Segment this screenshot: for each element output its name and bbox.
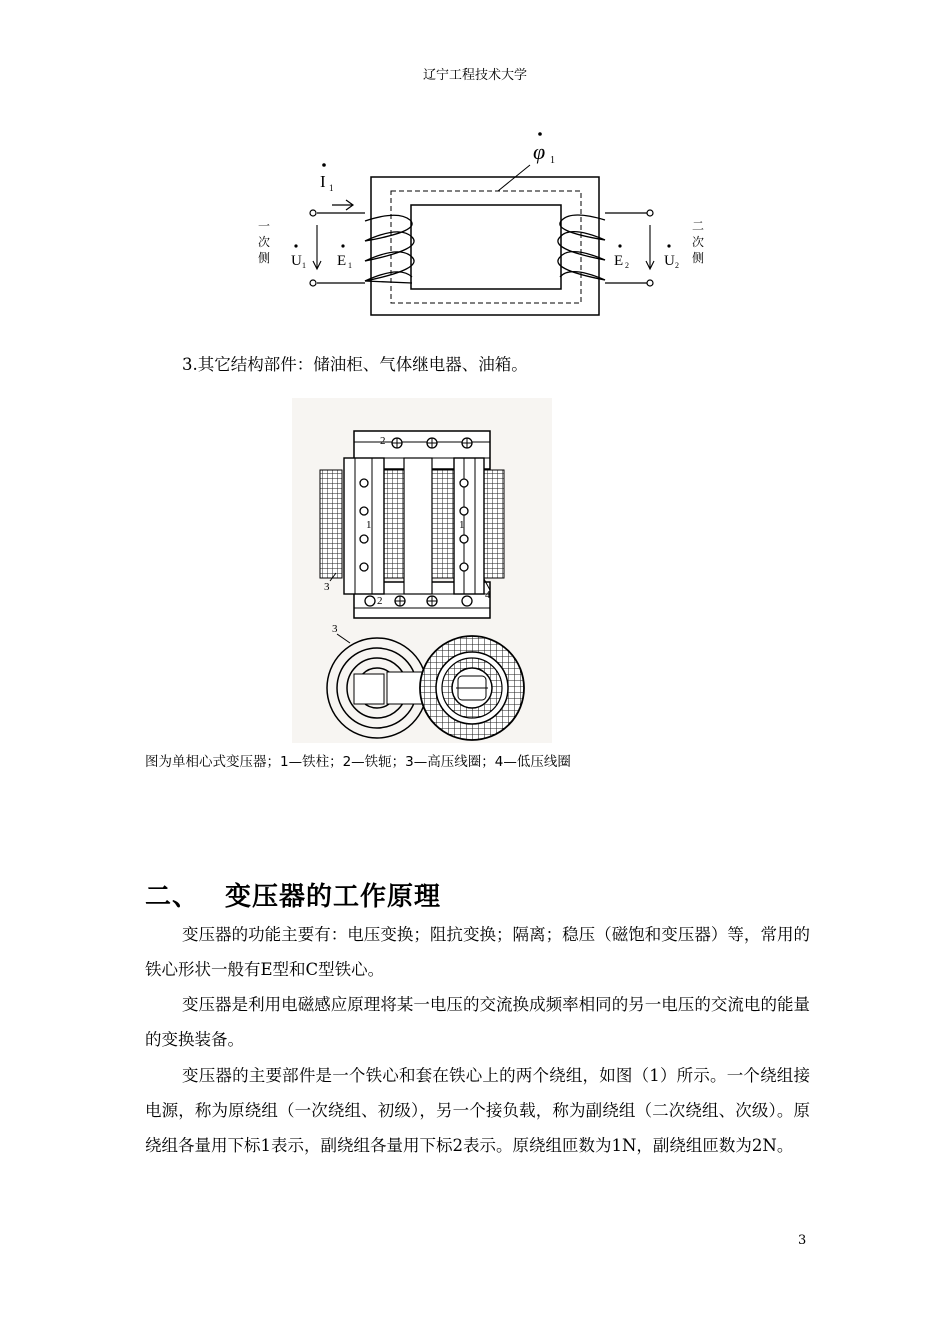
paragraph-3: 变压器的主要部件是一个铁心和套在铁心上的两个绕组，如图（1）所示。一个绕组接电源，称为原绕组（一次绕组、初级），另一个接负载，称为副绕组（二次绕组、次级）。原绕组各量用下标1表示，副绕组各量用下标2表示。原绕组匝数为1N，副绕组匝数为2N。 — [145, 1066, 810, 1155]
flux-symbol: φ — [533, 139, 546, 164]
primary-terminals — [310, 210, 365, 286]
transformer-schematic-figure — [240, 125, 720, 325]
core-window — [411, 205, 561, 289]
svg-text:1: 1 — [329, 183, 334, 193]
e2-label: E — [614, 253, 624, 269]
label-yoke-top: 2 — [380, 435, 386, 447]
label-core-right: 1 — [459, 519, 465, 531]
primary-side-label-1: 一 — [258, 219, 271, 233]
page-header: 辽宁工程技术大学 — [422, 68, 527, 83]
left-core-section — [354, 674, 384, 704]
secondary-side-label-2: 次 — [692, 235, 705, 249]
paragraph-1: 变压器的功能主要有：电压变换；阻抗变换；隔离；稳压（磁饱和变压器）等，常用的铁心形状一般有E型和C型铁心。 — [145, 925, 810, 979]
section-heading — [145, 876, 441, 913]
item-3-text: 3.其它结构部件：储油柜、气体继电器、油箱。 — [182, 355, 528, 374]
figure-caption: 图为单相心式变压器；1—铁柱；2—铁轭；3—高压线圈；4—低压线圈 — [145, 754, 571, 770]
center-window-plate — [404, 458, 432, 594]
svg-text:1: 1 — [348, 261, 352, 270]
svg-text:1: 1 — [302, 261, 306, 270]
right-inner-coil — [432, 470, 454, 578]
core-outer-frame — [371, 177, 599, 315]
primary-winding — [365, 215, 414, 283]
secondary-winding — [558, 215, 605, 280]
core-type-transformer-figure — [292, 398, 552, 743]
section-number: 二、 — [145, 882, 200, 912]
secondary-side-label-3: 侧 — [692, 251, 705, 265]
u2-label: U — [664, 253, 675, 269]
label-hv-section: 3 — [332, 623, 338, 635]
label-core-left: 1 — [366, 519, 372, 531]
page-number: 3 — [798, 1233, 807, 1248]
u1-label: U — [291, 253, 302, 269]
svg-text:2: 2 — [625, 261, 629, 270]
e1-label: E — [337, 253, 347, 269]
paragraph-2: 变压器是利用电磁感应原理将某一电压的交流换成频率相同的另一电压的交流电的能量的变换装备。 — [145, 995, 810, 1049]
secondary-terminals — [605, 210, 653, 286]
label-lv-coil: 4 — [485, 589, 491, 601]
right-outer-coil — [484, 470, 504, 578]
label-yoke-bottom: 2 — [377, 595, 383, 607]
flux-path — [391, 191, 581, 303]
current-label: I — [320, 172, 326, 191]
flux-leader — [498, 165, 530, 191]
secondary-side-label-1: 二 — [692, 219, 705, 233]
primary-side-label-2: 次 — [258, 235, 271, 249]
section-title: 变压器的工作原理 — [225, 882, 442, 912]
svg-text:2: 2 — [675, 261, 679, 270]
primary-side-label-3: 侧 — [258, 251, 271, 265]
svg-text:1: 1 — [550, 155, 555, 166]
left-inner-coil — [384, 470, 404, 578]
label-hv-coil: 3 — [324, 581, 330, 593]
left-outer-coil — [320, 470, 342, 578]
